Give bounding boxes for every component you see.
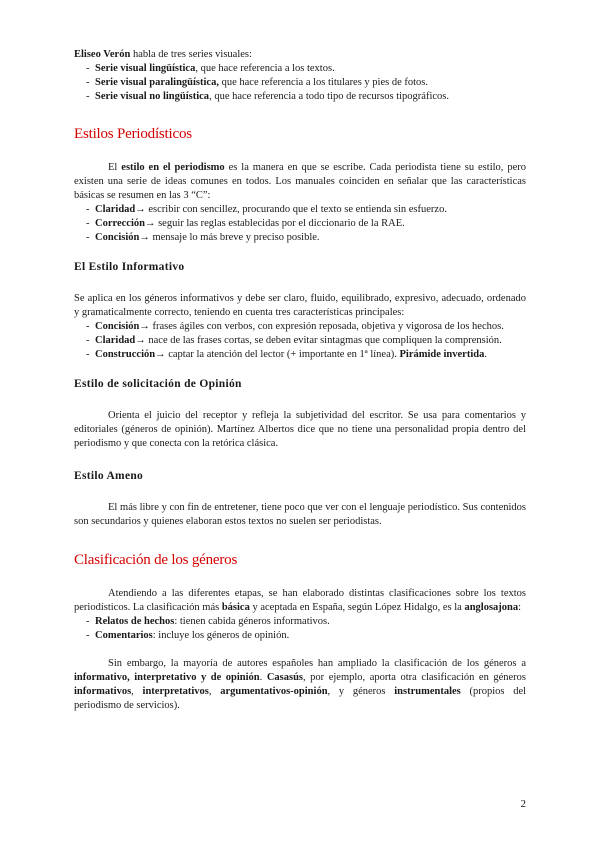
list-item: - Concisión→ mensaje lo más breve y preciso posible.	[86, 231, 526, 245]
list-item: - Comentarios: incluye los géneros de opinión.	[86, 629, 526, 643]
list-item: - Corrección→ seguir las reglas establecidas por el diccionario de la RAE.	[86, 217, 526, 231]
author-name: Eliseo Verón	[74, 49, 131, 60]
list-item: - Construcción→ captar la atención del lector (+ importante en 1ª línea). Pirámide invertida.	[86, 348, 526, 362]
clasificacion-paragraph: Atendiendo a las diferentes etapas, se han elaborado distintas clasificaciones sobre los textos periodísticos. La clasificación más básica y aceptada en España, según López Hidalgo, es la anglosajona:	[74, 588, 526, 613]
section-heading-clasificacion: Clasificación de los géneros	[74, 552, 238, 568]
list-item: - Serie visual no lingüística, que hace referencia a todo tipo de recursos tipográficos.	[86, 90, 526, 104]
informativo-paragraph: Se aplica en los géneros informativos y debe ser claro, fluido, equilibrado, expresivo, adecuado, ordenado y gramaticalmente correcto, teniendo en cuenta tres características principales:	[74, 293, 526, 318]
subheading-informativo: El Estilo Informativo	[74, 261, 185, 273]
page-number: 2	[520, 798, 526, 810]
list-item: - Relatos de hechos: tienen cabida géneros informativos.	[86, 615, 526, 629]
list-item: - Claridad→ escribir con sencillez, procurando que el texto se entienda sin esfuerzo.	[86, 203, 526, 217]
intro-paragraph: Eliseo Verón habla de tres series visuales:	[74, 49, 252, 60]
estilos-paragraph: El estilo en el periodismo es la manera en que se escribe. Cada periodista tiene su estilo, pero existen una serie de ideas comunes en todos. Los manuales coinciden en señalar que las características básicas se resumen en las 3 “C”:	[74, 162, 526, 201]
three-c-list	[74, 203, 526, 245]
ameno-paragraph: El más libre y con fin de entretener, tiene poco que ver con el lenguaje periodístico. Sus contenidos son secundarios y quienes elaboran estos textos no suelen ser periodistas.	[74, 502, 526, 527]
subheading-opinion: Estilo de solicitación de Opinión	[74, 378, 242, 390]
list-item: - Serie visual lingüística, que hace referencia a los textos.	[86, 62, 526, 76]
visual-series-list	[74, 62, 526, 104]
subheading-ameno: Estilo Ameno	[74, 470, 144, 482]
clasificacion-list	[74, 615, 526, 643]
list-item: - Claridad→ nace de las frases cortas, se deben evitar sintagmas que compliquen la comprensión.	[86, 334, 526, 348]
list-item: - Serie visual paralingüística, que hace referencia a los titulares y pies de fotos.	[86, 76, 526, 90]
clasificacion-paragraph-2: Sin embargo, la mayoría de autores españoles han ampliado la clasificación de los géneros a informativo, interpretativo y de opinión. Casasús, por ejemplo, aporta otra clasificación en géneros informativos, interpretativos, argumentativos-opinión, y géneros instrumentales (propios del periodismo de servicios).	[74, 658, 527, 711]
opinion-paragraph: Orienta el juicio del receptor y refleja la subjetividad del escritor. Se usa para comentarios y editoriales (géneros de opinión). Martínez Albertos dice que no tiene una personalidad propia dentro del periodismo y que conecta con la retórica clásica.	[74, 410, 526, 449]
page-content	[74, 48, 526, 713]
informativo-list	[74, 320, 526, 362]
list-item: - Concisión→ frases ágiles con verbos, con expresión reposada, objetiva y vigorosa de los hechos.	[86, 320, 526, 334]
section-heading-estilos: Estilos Periodísticos	[74, 126, 192, 142]
